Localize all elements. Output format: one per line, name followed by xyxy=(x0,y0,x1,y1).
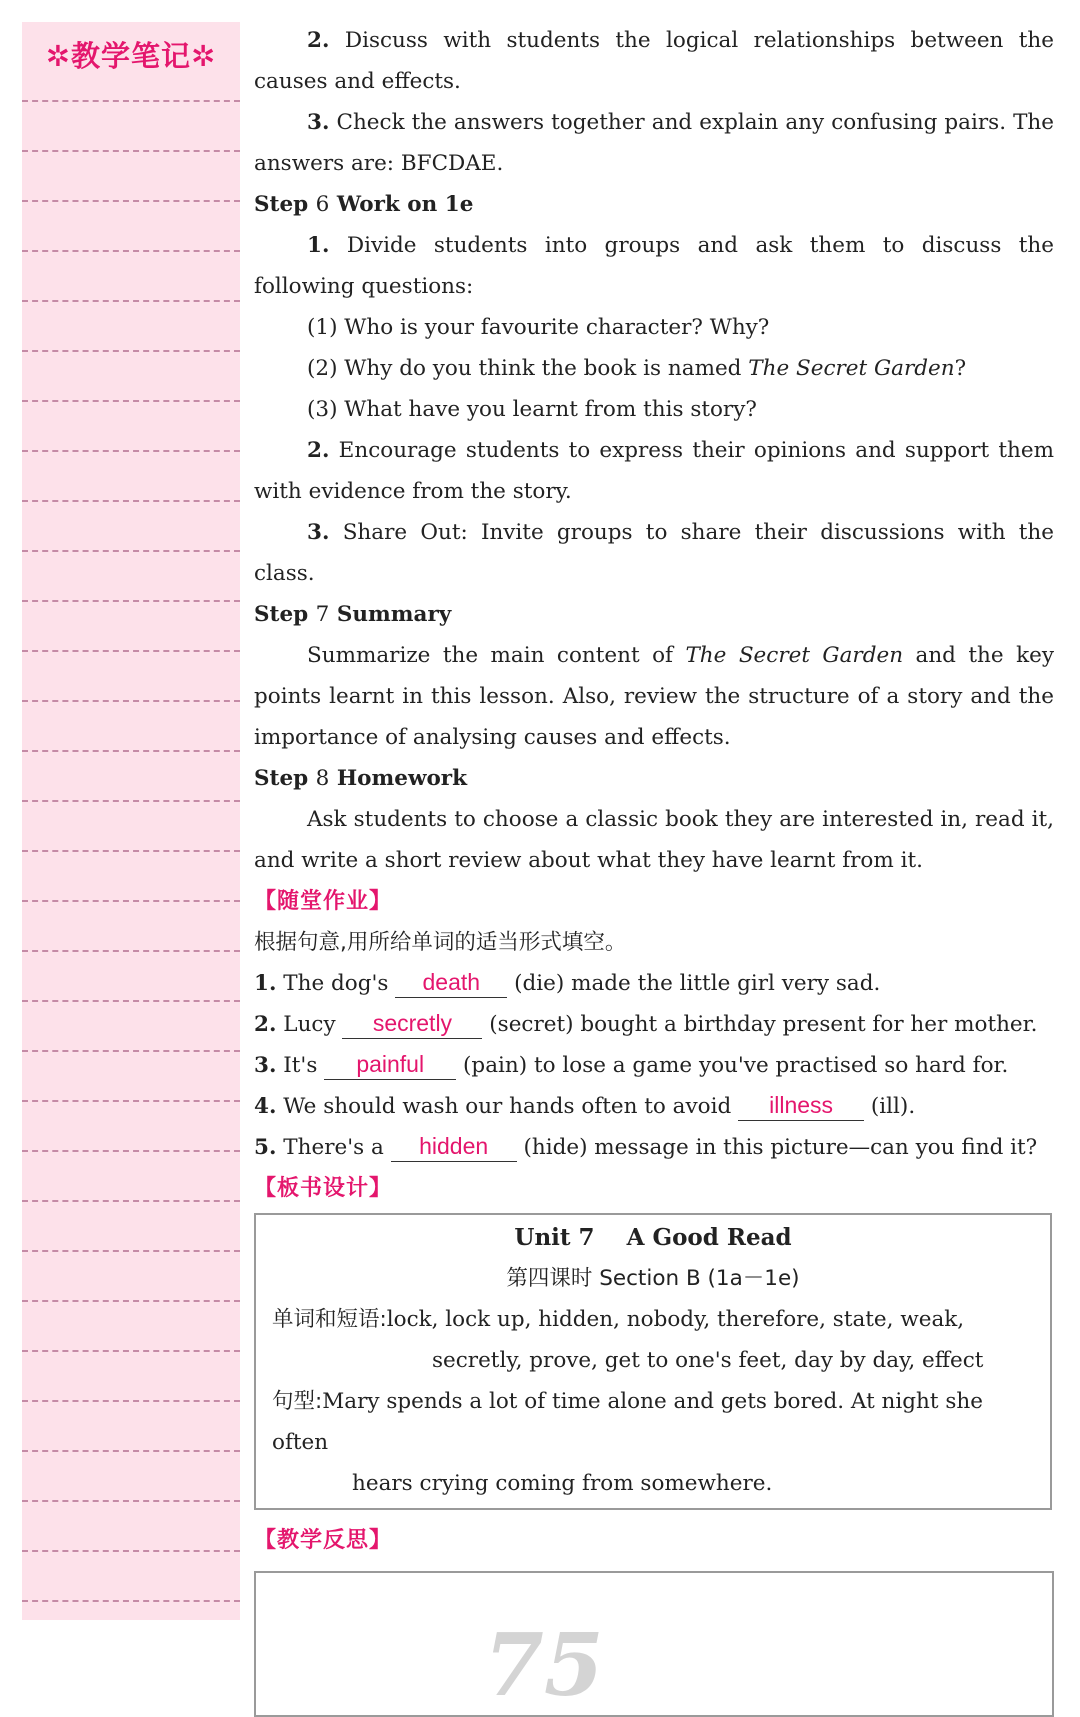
exercise-item: 3. It's painful (pain) to lose a game you've practised so hard for. xyxy=(254,1051,1009,1078)
note-line xyxy=(22,750,240,752)
board-design-box xyxy=(254,1213,1052,1510)
note-line xyxy=(22,1050,240,1052)
step-6-heading: Step 6 Work on 1e xyxy=(254,192,474,217)
page-number: 75 xyxy=(484,1615,604,1716)
board-subtitle: 第四课时 Section B (1a－1e) xyxy=(506,1266,800,1291)
paragraph-discuss: 2. Discuss with students the logical relationships between the causes and effects. xyxy=(254,28,1054,94)
note-line xyxy=(22,600,240,602)
reflection-heading: 【教学反思】 xyxy=(254,1528,393,1553)
reflection-box[interactable] xyxy=(254,1571,1054,1717)
board-title: Unit 7 A Good Read xyxy=(514,1224,792,1251)
notes-sidebar xyxy=(22,22,240,1620)
board-sentence: 句型:Mary spends a lot of time alone and gets bored. At night she often xyxy=(272,1389,983,1455)
note-line xyxy=(22,100,240,102)
note-line xyxy=(22,950,240,952)
board-words: 单词和短语:lock, lock up, hidden, nobody, therefore, state, weak, xyxy=(272,1307,965,1332)
paragraph-encourage: 2. Encourage students to express their opinions and support them with evidence from the story. xyxy=(254,438,1054,504)
answer-blank: death xyxy=(395,967,507,998)
note-line xyxy=(22,150,240,152)
note-line xyxy=(22,1000,240,1002)
question-3: (3) What have you learnt from this story? xyxy=(307,397,757,422)
practice-instruction: 根据句意,用所给单词的适当形式填空。 xyxy=(254,930,627,955)
paragraph-homework: Ask students to choose a classic book they are interested in, read it, and write a short review about what they have learnt from it. xyxy=(254,807,1054,873)
note-line xyxy=(22,1350,240,1352)
paragraph-divide: 1. Divide students into groups and ask them to discuss the following questions: xyxy=(254,233,1054,299)
exercise-item: 5. There's a hidden (hide) message in this picture—can you find it? xyxy=(254,1133,1038,1160)
question-2: (2) Why do you think the book is named The Secret Garden? xyxy=(307,356,967,381)
answer-blank: illness xyxy=(738,1090,864,1121)
note-line xyxy=(22,900,240,902)
note-line xyxy=(22,650,240,652)
note-line xyxy=(22,250,240,252)
note-line xyxy=(22,1150,240,1152)
note-line xyxy=(22,1500,240,1502)
note-line xyxy=(22,350,240,352)
note-line xyxy=(22,800,240,802)
note-line xyxy=(22,300,240,302)
step-8-heading: Step 8 Homework xyxy=(254,766,468,791)
note-line xyxy=(22,550,240,552)
exercise-item: 2. Lucy secretly (secret) bought a birthday present for her mother. xyxy=(254,1010,1038,1037)
step-7-heading: Step 7 Summary xyxy=(254,602,452,627)
note-line xyxy=(22,1450,240,1452)
note-line xyxy=(22,200,240,202)
paragraph-share-out: 3. Share Out: Invite groups to share their discussions with the class. xyxy=(254,520,1054,586)
note-line xyxy=(22,1250,240,1252)
note-line xyxy=(22,700,240,702)
sidebar-title: ✲教学笔记✲ xyxy=(45,39,217,73)
board-sentence-continued: hears crying coming from somewhere. xyxy=(352,1471,773,1496)
note-line xyxy=(22,1300,240,1302)
board-heading: 【板书设计】 xyxy=(254,1176,393,1201)
exercise-item: 1. The dog's death (die) made the little girl very sad. xyxy=(254,969,881,996)
practice-heading: 【随堂作业】 xyxy=(254,889,393,914)
paragraph-check: 3. Check the answers together and explain any confusing pairs. The answers are: BFCDAE. xyxy=(254,110,1054,176)
note-line xyxy=(22,1400,240,1402)
note-line xyxy=(22,850,240,852)
question-1: (1) Who is your favourite character? Why? xyxy=(307,315,770,340)
answer-blank: secretly xyxy=(342,1008,482,1039)
note-line xyxy=(22,450,240,452)
paragraph-summary: Summarize the main content of The Secret Garden and the key points learnt in this lesson. Also, review the structure of a story and the importance of analysing causes and effects. xyxy=(254,643,1054,750)
note-line xyxy=(22,1100,240,1102)
note-line xyxy=(22,500,240,502)
note-line xyxy=(22,400,240,402)
answer-blank: painful xyxy=(324,1049,456,1080)
board-words-continued: secretly, prove, get to one's feet, day by day, effect xyxy=(432,1348,984,1373)
note-line xyxy=(22,1600,240,1602)
answer-blank: hidden xyxy=(391,1131,517,1162)
note-line xyxy=(22,1550,240,1552)
note-line xyxy=(22,1200,240,1202)
main-content xyxy=(254,20,1054,1717)
exercise-item: 4. We should wash our hands often to avoid illness (ill). xyxy=(254,1092,916,1119)
